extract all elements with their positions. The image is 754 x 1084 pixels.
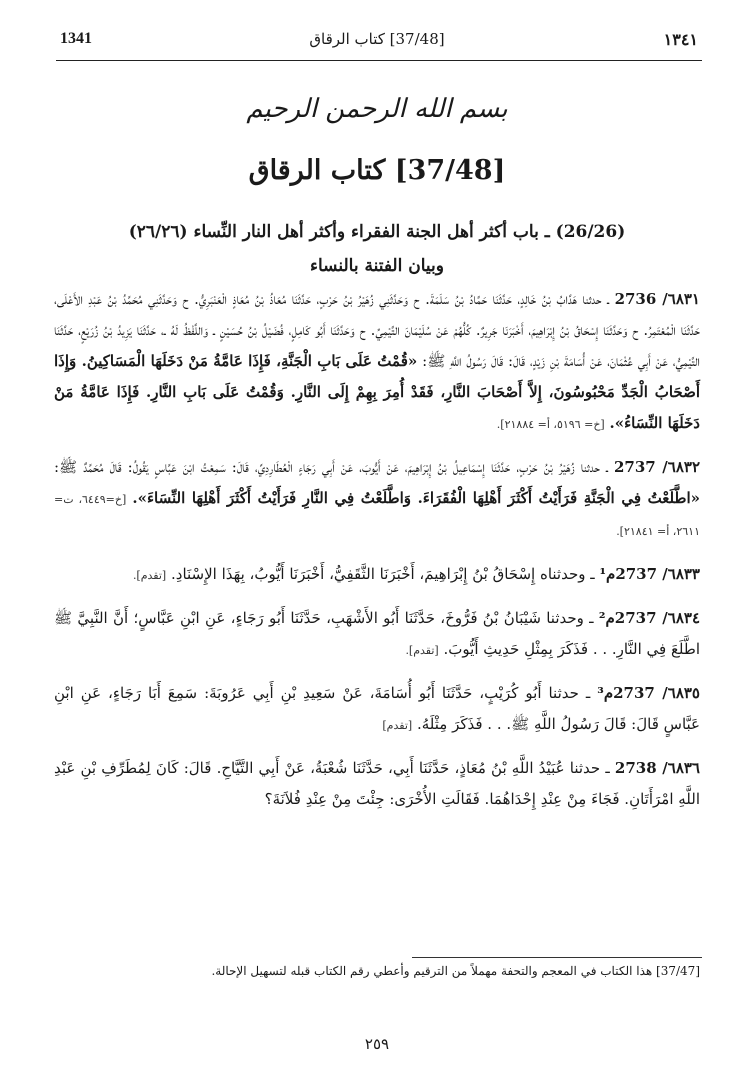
hadith-reference: [خ=٦٤٤٩، ت= ٢٦١١، أ= ٢١٨٤١].	[54, 493, 700, 538]
running-title: [37/48] كتاب الرقاق	[309, 30, 445, 48]
header-rule	[56, 60, 702, 61]
page-number-arabic: ١٣٤١	[663, 30, 698, 49]
hadith-isnad: ـ حدثنا عُبَيْدُ اللَّهِ بْنُ مُعَاذٍ، حَدَّثَنَا أَبِي، حَدَّثَنَا شُعْبَةُ، عَنْ أَبِي التَّيَّاحِ. قَالَ: كَانَ لِمُطَرِّفِ بْنِ عَبْدِ اللَّهِ امْرَأَتَانِ. فَجَاءَ مِنْ عِنْدِ إِحْدَاهُمَا. فَقَالَتِ الأُخْرَى: جِئْتَ مِنْ عِنْدِ فُلاَنَةَ؟	[54, 759, 700, 808]
hadith-reference: [تقدم]	[382, 719, 413, 732]
hadith-isnad: ـ حدثنا هَدَّابُ بْنُ خَالِدٍ، حَدَّثَنَا حَمَّادُ بْنُ سَلَمَةَ. ح وَحَدَّثَنِي زُهَيْرُ بْنُ حَرْبٍ، حَدَّثَنَا مُعَاذُ بْنُ مُعَاذٍ الْعَنْبَرِيُّ. ح وَحَدَّثَنِي مُحَمَّدُ بْنُ عَبْدِ الأَعْلَى، حَدَّثَنَا الْمُعْتَمِرُ. ح وَحَدَّثَنَا إِسْحَاقُ بْنُ إِبْرَاهِيمَ، أَخْبَرَنَا جَرِيرٌ. كُلُّهُمْ عَنْ سُلَيْمَانَ التَّيْمِيِّ. ح وَحَدَّثَنَا أَبُو كَامِلٍ، فُضَيْلُ بْنُ حُسَيْنٍ ـ وَاللَّفْظُ لَهُ ـ، حَدَّثَنَا يَزِيدُ بْنُ زُرَيْعٍ، حَدَّثَنَا التَّيْمِيُّ، عَنْ أَبِي عُثْمَانَ، عَنْ أُسَامَةَ بْنِ زَيْدٍ، قَالَ: قَالَ رَسُولُ اللَّهِ ﷺ:	[54, 290, 700, 370]
book-title: [37/48] كتاب الرقاق	[248, 155, 506, 186]
hadith-entry	[54, 284, 700, 440]
hadith-list	[54, 284, 700, 815]
basmala: بسم الله الرحمن الرحيم	[246, 94, 508, 124]
hadith-isnad: ـ حدثنا أَبُو كُرَيْبٍ، حَدَّثَنَا أَبُو أُسَامَةَ، عَنْ سَعِيدِ بْنِ أَبِي عَرُوبَةَ: سَمِعَ أَبَا رَجَاءٍ، عَنِ ابْنِ عَبَّاسٍ قَالَ: قَالَ رَسُولُ اللَّهِ ﷺ. . . فَذَكَرَ مِثْلَهُ.	[54, 684, 700, 733]
page-number-bottom: ٢٥٩	[364, 1035, 390, 1053]
hadith-number: ٦٨٣٦/ 2738	[614, 759, 700, 777]
hadith-isnad: ـ وحدثناه إِسْحَاقُ بْنُ إِبْرَاهِيمَ، أَخْبَرَنَا الثَّقَفِيُّ، أَخْبَرَنَا أَيُّوبُ، بِهَذَا الإِسْنَادِ.	[171, 565, 595, 583]
hadith-matn: «قُمْتُ عَلَى بَابِ الْجَنَّةِ، فَإِذَا عَامَّةُ مَنْ دَخَلَهَا الْمَسَاكِينُ. وَإِذَا أَصْحَابُ الْجَدِّ مَحْبُوسُونَ، إِلاَّ أَصْحَابَ النَّارِ، فَقَدْ أُمِرَ بِهِمْ إِلَى النَّارِ. وَقُمْتُ عَلَى بَابِ النَّارِ. فَإِذَا عَامَّةُ مَنْ دَخَلَهَا النِّسَاءُ».	[54, 352, 700, 432]
hadith-reference: [خ= ٥١٩٦، أ= ٢١٨٨٤].	[496, 418, 605, 431]
hadith-entry	[54, 452, 700, 547]
hadith-number: ٦٨٣٥/ 2737م³	[597, 684, 700, 702]
hadith-entry	[54, 559, 700, 591]
hadith-entry	[54, 678, 700, 741]
hadith-isnad: ـ وحدثنا شَيْبَانُ بْنُ فَرُّوخَ، حَدَّثَنَا أَبُو الأَشْهَبِ، حَدَّثَنَا أَبُو رَجَاءٍ، عَنِ ابْنِ عَبَّاسٍ؛ أَنَّ النَّبِيَّ ﷺ اطَّلَعَ فِي النَّارِ. . . فَذَكَرَ بِمِثْلِ حَدِيثِ أَيُّوبَ.	[54, 609, 700, 658]
chapter-title-line2: وبيان الفتنة بالنساء	[309, 256, 444, 276]
page-number-latin: 1341	[60, 30, 92, 47]
chapter-title-line1: (26/26) ـ باب أكثر أهل الجنة الفقراء وأكثر أهل النار النِّساء (٢٦/٢٦)	[128, 222, 626, 242]
hadith-number: ٦٨٣٤/ 2737م²	[598, 609, 701, 627]
hadith-entry	[54, 603, 700, 666]
footnote: [37/47] هذا الكتاب في المعجم والتحفة مهملاً من الترقيم وأعطي رقم الكتاب قبله لتسهيل الإحالة.	[211, 964, 700, 978]
hadith-number: ٦٨٣٢/ 2737	[614, 458, 701, 476]
hadith-number: ٦٨٣٣/ 2737م¹	[599, 565, 700, 583]
hadith-reference: [تقدم].	[405, 644, 439, 657]
chapter-heading	[60, 215, 694, 283]
hadith-isnad: ـ حدثنا زُهَيْرُ بْنُ حَرْبٍ، حَدَّثَنَا إِسْمَاعِيلُ بْنُ إِبْرَاهِيمَ، عَنْ أَيُّوبَ، عَنْ أَبِي رَجَاءٍ الْعُطَارِدِيِّ، قَالَ: سَمِعْتُ ابْنَ عَبَّاسٍ يَقُولُ: قَالَ مُحَمَّدٌ ﷺ:	[54, 458, 608, 476]
footnote-rule	[412, 957, 702, 958]
hadith-reference: [تقدم].	[132, 569, 167, 582]
hadith-number: ٦٨٣١/ 2736	[614, 290, 700, 308]
hadith-matn: «اطَّلَعْتُ فِي الْجَنَّةِ فَرَأَيْتُ أَكْثَرَ أَهْلِهَا الْفُقَرَاءَ. وَاطَّلَعْتُ فِي النَّارِ فَرَأَيْتُ أَكْثَرَ أَهْلِهَا النِّسَاءَ».	[132, 489, 700, 507]
hadith-entry	[54, 753, 700, 815]
